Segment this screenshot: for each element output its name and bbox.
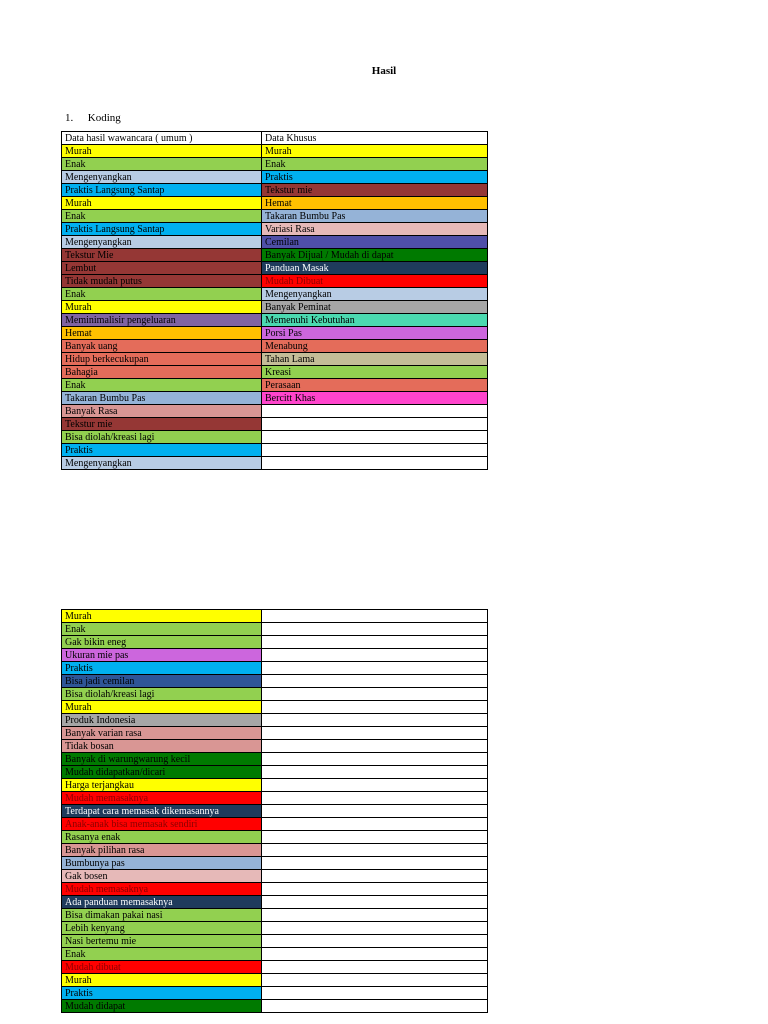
general-data-cell: Produk Indonesia bbox=[62, 714, 262, 727]
general-data-cell: Praktis Langsung Santap bbox=[62, 223, 262, 236]
general-data-cell: Hemat bbox=[62, 327, 262, 340]
specific-data-cell bbox=[262, 431, 488, 444]
coding-table bbox=[61, 131, 488, 470]
table-row bbox=[62, 792, 488, 805]
general-data-cell: Mudah dibuat bbox=[62, 961, 262, 974]
general-data-cell: Murah bbox=[62, 610, 262, 623]
specific-data-cell: Cemilan bbox=[262, 236, 488, 249]
table-row bbox=[62, 132, 488, 145]
section-heading bbox=[65, 112, 121, 124]
table-row bbox=[62, 662, 488, 675]
general-data-cell: Banyak di warungwarung kecil bbox=[62, 753, 262, 766]
table-row bbox=[62, 831, 488, 844]
table-row bbox=[62, 948, 488, 961]
specific-data-cell bbox=[262, 961, 488, 974]
table-row bbox=[62, 844, 488, 857]
specific-data-cell: Murah bbox=[262, 145, 488, 158]
table-row bbox=[62, 262, 488, 275]
general-data-cell: Data hasil wawancara ( umum ) bbox=[62, 132, 262, 145]
general-data-cell: Banyak pilihan rasa bbox=[62, 844, 262, 857]
general-data-cell: Enak bbox=[62, 623, 262, 636]
general-data-cell: Praktis bbox=[62, 444, 262, 457]
general-data-cell: Mudah didapat bbox=[62, 1000, 262, 1013]
specific-data-cell bbox=[262, 870, 488, 883]
general-data-cell: Meminimalisir pengeluaran bbox=[62, 314, 262, 327]
general-data-cell: Banyak uang bbox=[62, 340, 262, 353]
specific-data-cell bbox=[262, 1000, 488, 1013]
table-row bbox=[62, 727, 488, 740]
coding-table-continued bbox=[61, 609, 488, 1013]
specific-data-cell bbox=[262, 844, 488, 857]
specific-data-cell bbox=[262, 792, 488, 805]
specific-data-cell bbox=[262, 987, 488, 1000]
general-data-cell: Murah bbox=[62, 701, 262, 714]
table-row bbox=[62, 197, 488, 210]
specific-data-cell bbox=[262, 818, 488, 831]
table-row bbox=[62, 158, 488, 171]
specific-data-cell: Variasi Rasa bbox=[262, 223, 488, 236]
table-row bbox=[62, 623, 488, 636]
general-data-cell: Murah bbox=[62, 145, 262, 158]
general-data-cell: Mudah didapatkan/dicari bbox=[62, 766, 262, 779]
table-row bbox=[62, 353, 488, 366]
general-data-cell: Bisa diolah/kreasi lagi bbox=[62, 688, 262, 701]
general-data-cell: Mudah memasaknya bbox=[62, 792, 262, 805]
table-row bbox=[62, 922, 488, 935]
table-row bbox=[62, 675, 488, 688]
specific-data-cell bbox=[262, 805, 488, 818]
table-row bbox=[62, 288, 488, 301]
table-row bbox=[62, 301, 488, 314]
specific-data-cell bbox=[262, 753, 488, 766]
table-row bbox=[62, 779, 488, 792]
specific-data-cell: Mudah Dibuat bbox=[262, 275, 488, 288]
specific-data-cell bbox=[262, 779, 488, 792]
specific-data-cell: Menabung bbox=[262, 340, 488, 353]
specific-data-cell: Tekstur mie bbox=[262, 184, 488, 197]
table-row bbox=[62, 366, 488, 379]
general-data-cell: Gak bikin eneg bbox=[62, 636, 262, 649]
general-data-cell: Bisa dimakan pakai nasi bbox=[62, 909, 262, 922]
general-data-cell: Praktis Langsung Santap bbox=[62, 184, 262, 197]
table-row bbox=[62, 1000, 488, 1013]
table-row bbox=[62, 379, 488, 392]
specific-data-cell bbox=[262, 740, 488, 753]
specific-data-cell: Kreasi bbox=[262, 366, 488, 379]
general-data-cell: Takaran Bumbu Pas bbox=[62, 392, 262, 405]
specific-data-cell bbox=[262, 636, 488, 649]
specific-data-cell bbox=[262, 649, 488, 662]
specific-data-cell bbox=[262, 444, 488, 457]
general-data-cell: Bisa diolah/kreasi lagi bbox=[62, 431, 262, 444]
table-row bbox=[62, 314, 488, 327]
general-data-cell: Banyak Rasa bbox=[62, 405, 262, 418]
table-row bbox=[62, 636, 488, 649]
general-data-cell: Praktis bbox=[62, 662, 262, 675]
specific-data-cell: Praktis bbox=[262, 171, 488, 184]
specific-data-cell bbox=[262, 418, 488, 431]
table-row bbox=[62, 418, 488, 431]
specific-data-cell: Takaran Bumbu Pas bbox=[262, 210, 488, 223]
specific-data-cell bbox=[262, 896, 488, 909]
specific-data-cell bbox=[262, 883, 488, 896]
specific-data-cell: Banyak Dijual / Mudah di dapat bbox=[262, 249, 488, 262]
table-row bbox=[62, 457, 488, 470]
general-data-cell: Murah bbox=[62, 974, 262, 987]
general-data-cell: Enak bbox=[62, 948, 262, 961]
table-row bbox=[62, 935, 488, 948]
table-row bbox=[62, 249, 488, 262]
specific-data-cell bbox=[262, 405, 488, 418]
general-data-cell: Rasanya enak bbox=[62, 831, 262, 844]
specific-data-cell: Porsi Pas bbox=[262, 327, 488, 340]
table-row bbox=[62, 961, 488, 974]
table-row bbox=[62, 896, 488, 909]
table-row bbox=[62, 766, 488, 779]
specific-data-cell: Perasaan bbox=[262, 379, 488, 392]
general-data-cell: Tidak bosan bbox=[62, 740, 262, 753]
table-row bbox=[62, 805, 488, 818]
specific-data-cell: Hemat bbox=[262, 197, 488, 210]
table-row bbox=[62, 818, 488, 831]
specific-data-cell bbox=[262, 623, 488, 636]
general-data-cell: Murah bbox=[62, 197, 262, 210]
general-data-cell: Banyak varian rasa bbox=[62, 727, 262, 740]
table-row bbox=[62, 392, 488, 405]
section-number: 1. bbox=[65, 112, 74, 124]
general-data-cell: Mengenyangkan bbox=[62, 457, 262, 470]
general-data-cell: Nasi bertemu mie bbox=[62, 935, 262, 948]
general-data-cell: Praktis bbox=[62, 987, 262, 1000]
general-data-cell: Lembut bbox=[62, 262, 262, 275]
specific-data-cell bbox=[262, 909, 488, 922]
table-row bbox=[62, 210, 488, 223]
general-data-cell: Lebih kenyang bbox=[62, 922, 262, 935]
specific-data-cell: Panduan Masak bbox=[262, 262, 488, 275]
specific-data-cell: Bercitt Khas bbox=[262, 392, 488, 405]
specific-data-cell: Mengenyangkan bbox=[262, 288, 488, 301]
general-data-cell: Enak bbox=[62, 379, 262, 392]
general-data-cell: Bisa jadi cemilan bbox=[62, 675, 262, 688]
general-data-cell: Tekstur Mie bbox=[62, 249, 262, 262]
table-row bbox=[62, 223, 488, 236]
general-data-cell: Murah bbox=[62, 301, 262, 314]
specific-data-cell bbox=[262, 766, 488, 779]
general-data-cell: Enak bbox=[62, 158, 262, 171]
page-title: Hasil bbox=[371, 65, 397, 77]
table-row bbox=[62, 688, 488, 701]
table-row bbox=[62, 753, 488, 766]
specific-data-cell bbox=[262, 701, 488, 714]
general-data-cell: Mengenyangkan bbox=[62, 171, 262, 184]
table-row bbox=[62, 171, 488, 184]
table-row bbox=[62, 431, 488, 444]
specific-data-cell bbox=[262, 727, 488, 740]
table-row bbox=[62, 275, 488, 288]
general-data-cell: Anak-anak bisa memasak sendiri bbox=[62, 818, 262, 831]
table-row bbox=[62, 405, 488, 418]
general-data-cell: Enak bbox=[62, 210, 262, 223]
specific-data-cell bbox=[262, 662, 488, 675]
specific-data-cell bbox=[262, 675, 488, 688]
table-row bbox=[62, 987, 488, 1000]
general-data-cell: Enak bbox=[62, 288, 262, 301]
table-row bbox=[62, 870, 488, 883]
specific-data-cell: Memenuhi Kebutuhan bbox=[262, 314, 488, 327]
general-data-cell: Tekstur mie bbox=[62, 418, 262, 431]
general-data-cell: Tidak mudah putus bbox=[62, 275, 262, 288]
specific-data-cell bbox=[262, 935, 488, 948]
specific-data-cell bbox=[262, 974, 488, 987]
specific-data-cell bbox=[262, 922, 488, 935]
specific-data-cell bbox=[262, 714, 488, 727]
specific-data-cell bbox=[262, 831, 488, 844]
table-row bbox=[62, 610, 488, 623]
specific-data-cell: Enak bbox=[262, 158, 488, 171]
section-label: Koding bbox=[87, 112, 121, 124]
table-row bbox=[62, 327, 488, 340]
general-data-cell: Harga terjangkau bbox=[62, 779, 262, 792]
table-row bbox=[62, 340, 488, 353]
general-data-cell: Bahagia bbox=[62, 366, 262, 379]
table-row bbox=[62, 974, 488, 987]
general-data-cell: Hidup berkecukupan bbox=[62, 353, 262, 366]
specific-data-cell bbox=[262, 857, 488, 870]
specific-data-cell bbox=[262, 688, 488, 701]
table-row bbox=[62, 883, 488, 896]
table-row bbox=[62, 444, 488, 457]
table-row bbox=[62, 857, 488, 870]
table-row bbox=[62, 145, 488, 158]
general-data-cell: Bumbunya pas bbox=[62, 857, 262, 870]
table-row bbox=[62, 701, 488, 714]
table-row bbox=[62, 909, 488, 922]
general-data-cell: Ukuran mie pas bbox=[62, 649, 262, 662]
specific-data-cell bbox=[262, 610, 488, 623]
general-data-cell: Ada panduan memasaknya bbox=[62, 896, 262, 909]
specific-data-cell: Data Khusus bbox=[262, 132, 488, 145]
table-row bbox=[62, 649, 488, 662]
specific-data-cell: Banyak Peminat bbox=[262, 301, 488, 314]
table-row bbox=[62, 236, 488, 249]
table-row bbox=[62, 740, 488, 753]
specific-data-cell bbox=[262, 948, 488, 961]
specific-data-cell bbox=[262, 457, 488, 470]
general-data-cell: Gak bosen bbox=[62, 870, 262, 883]
table-row bbox=[62, 714, 488, 727]
general-data-cell: Mudah memasaknya bbox=[62, 883, 262, 896]
specific-data-cell: Tahan Lama bbox=[262, 353, 488, 366]
general-data-cell: Mengenyangkan bbox=[62, 236, 262, 249]
table-row bbox=[62, 184, 488, 197]
general-data-cell: Terdapat cara memasak dikemasannya bbox=[62, 805, 262, 818]
